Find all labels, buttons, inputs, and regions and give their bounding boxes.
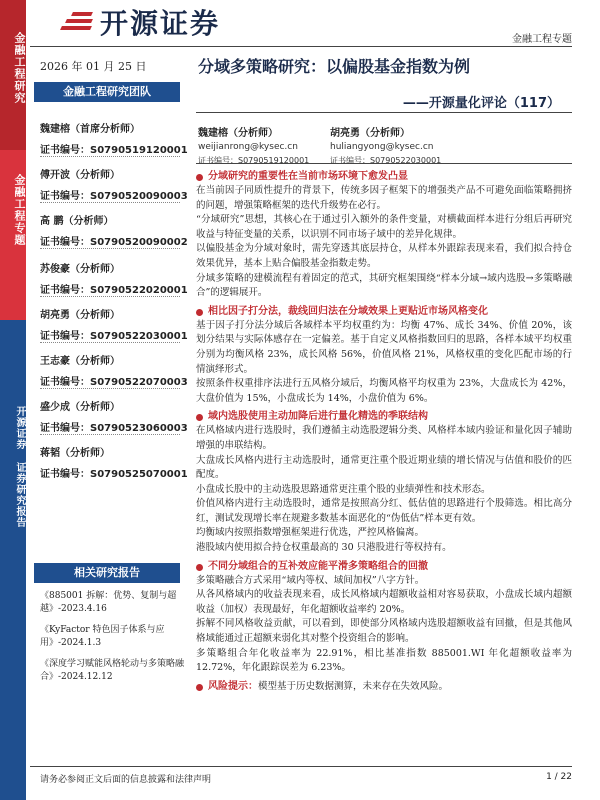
- analyst-license: 证书编号：S0790525070001: [40, 469, 188, 480]
- bullet-icon: [196, 414, 203, 421]
- author-name: 魏建榕（分析师）: [198, 128, 278, 139]
- related-report-link[interactable]: 《885001 拆解：优势、复制与超越》-2023.4.16: [40, 591, 177, 614]
- paragraph: “分域研究”思想，其核心在于通过引入额外的条件变量，对横截面样本进行分组后再研究收益与特征变量的关系，以识别不同市场子域中的差异化规律。: [196, 214, 572, 240]
- paragraph: 多策略组合年化收益率为 22.91%，相比基准指数 885001.WI 年化超额收益率为 12.72%，年化跟踪误差为 6.23%。: [196, 647, 572, 674]
- analyst-name: 魏建榕（首席分析师）: [40, 124, 140, 135]
- analyst-license: 证书编号：S0790522030001: [40, 331, 188, 342]
- footer-disclaimer: 请务必参阅正文后面的信息披露和法律声明: [40, 775, 212, 785]
- section-heading: 风险提示：: [208, 680, 258, 692]
- paragraph: 价值风格内进行主动选股时，通常是按照高分红、低估值的思路进行个股筛选。相比高分红，测试发现增长率在规避多数基本面恶化的“伪低估”样本更有效。: [196, 498, 572, 524]
- paragraph: 拆解不同风格收益贡献，可以看到，即使部分风格域内选股超额收益有回撤，但是其他风格域能通过正超额来弱化其对整个投资组合的影响。: [196, 618, 572, 645]
- bullet-icon: [196, 684, 203, 691]
- bullet-icon: [196, 174, 203, 181]
- paragraph: 大盘成长风格内进行主动选股时，通常更注重个股近期业绩的增长情况与估值和股价的匹配度。: [196, 454, 572, 481]
- paragraph: 从各风格域内的收益表现来看，成长风格域内超额收益相对容易获取，小盘成长域内超额收益（加权）表现最好，年化超额收益率约 20%。: [196, 589, 572, 615]
- analyst-name: 高 鹏（分析师）: [40, 216, 114, 227]
- analyst-name: 王志豪（分析师）: [40, 356, 120, 367]
- risk-text: 模型基于历史数据测算，未来存在失效风险。: [258, 680, 449, 692]
- side-strip-bottom: [0, 320, 26, 800]
- side-label-research: 金融工程研究: [13, 32, 26, 104]
- divider: [40, 156, 180, 157]
- paragraph: 在风格域内进行选股时，我们遵循主动选股逻辑分类、风格样本域内验证和量化因子辅助增强的串联结构。: [196, 425, 572, 451]
- analyst-name: 蒋韬（分析师）: [40, 448, 110, 459]
- section-heading: 域内选股使用主动加降后进行量化精选的季联结构: [208, 411, 428, 423]
- analyst-card: [40, 120, 190, 156]
- team-heading: 金融工程研究团队: [34, 82, 180, 102]
- brand-mark-icon: [58, 9, 94, 35]
- summary-section: [196, 305, 572, 407]
- footer-divider: [30, 766, 572, 767]
- page-title: 分域多策略研究：以偏股基金指数为例: [198, 57, 471, 76]
- summary-section: [196, 560, 572, 676]
- analyst-card: [40, 398, 190, 434]
- header-divider: [30, 46, 572, 47]
- analyst-card: [40, 306, 190, 342]
- analyst-card: [40, 260, 190, 296]
- risk-section: [196, 680, 572, 694]
- brand-name: 开源证券: [100, 7, 221, 40]
- page-number: 1 / 22: [546, 772, 572, 782]
- side-label-report-type: 金融工程专题: [13, 174, 26, 246]
- analyst-card: [40, 352, 190, 388]
- side-strip: [0, 0, 26, 800]
- divider: [40, 248, 180, 249]
- summary-section: [196, 170, 572, 301]
- section-heading: 相比因子打分法，裁线回归法在分域效果上更贴近市场风格变化: [208, 305, 488, 317]
- analyst-license: 证书编号：S0790522070003: [40, 377, 188, 388]
- report-body: [196, 166, 572, 694]
- analyst-license: 证书编号：S0790523060003: [40, 423, 188, 434]
- paragraph: 在当前因子同质性提升的背景下，传统多因子框架下的增强类产品不可避免面临策略拥挤的问题，增强策略框架的迭代升级势在必行。: [196, 185, 572, 211]
- divider: [40, 342, 180, 343]
- author-name: 胡亮勇（分析师）: [330, 128, 410, 139]
- paragraph: 小盘成长股中的主动选股思路通常更注重个股的业绩弹性和技术形态。: [196, 483, 491, 495]
- analyst-name: 傅开波（分析师）: [40, 170, 120, 181]
- paragraph: 以偏股基金为分域对象时，需先穿透其底层持仓，从样本外跟踪表现来看，我们拟合持仓效果优异，基本上贴合偏股基金指数走势。: [196, 243, 572, 269]
- paragraph: 港股域内使用拟合持仓权重最高的 30 只港股进行等权持有。: [196, 542, 452, 554]
- related-reports-heading: 相关研究报告: [34, 563, 180, 583]
- paragraph: 均衡域内按照指数增强框架进行优选，严控风格偏离。: [196, 527, 425, 539]
- analyst-card: [40, 444, 190, 480]
- side-strip-top: [0, 0, 26, 150]
- brand-logo: [58, 2, 220, 42]
- summary-section: [196, 410, 572, 555]
- author-block: [198, 124, 309, 166]
- page-subtitle: ——开源量化评论（117）: [402, 96, 560, 111]
- analyst-license: 证书编号：S0790522020001: [40, 285, 188, 296]
- analyst-name: 盛少成（分析师）: [40, 402, 120, 413]
- analyst-name: 胡亮勇（分析师）: [40, 310, 120, 321]
- analyst-license: 证书编号：S0790519120001: [40, 145, 188, 156]
- divider: [40, 434, 180, 435]
- analyst-license: 证书编号：S0790520090002: [40, 237, 188, 248]
- author-license: 证书编号：S0790519120001: [198, 156, 310, 165]
- related-report-link[interactable]: 《深度学习赋能风格轮动与多策略融合》-2024.12.12: [40, 659, 185, 682]
- side-strip-mid: [0, 150, 26, 320]
- paragraph: 多策略融合方式采用“域内等权、域间加权”八字方针。: [196, 574, 425, 586]
- divider: [40, 388, 180, 389]
- related-report-link[interactable]: 《KyFactor 特色因子体系与应用》-2024.1.3: [40, 625, 165, 648]
- paragraph: 按照条件权重排序法进行五风格分域后，均衡风格平均权重为 23%，大盘成长为 42%，大盘价值为 15%，小盘成长为 14%，小盘价值为 6%。: [196, 378, 572, 404]
- section-heading: 不同分域组合的互补效应能平滑多策略组合的回撤: [208, 560, 428, 572]
- paragraph: 分域多策略的建模流程有着固定的范式，其研究框架围绕“样本分域→域内选股→多策略融合”的逻辑展开。: [196, 272, 572, 299]
- report-date: 2026 年 01 月 25 日: [40, 60, 147, 73]
- analyst-name: 苏俊豪（分析师）: [40, 264, 120, 275]
- report-type: 金融工程专题: [512, 34, 572, 45]
- bullet-icon: [196, 309, 203, 316]
- divider: [40, 296, 180, 297]
- divider: [196, 163, 572, 164]
- divider: [40, 202, 180, 203]
- author-license: 证书编号：S0790522030001: [330, 156, 442, 165]
- author-email[interactable]: weijianrong@kysec.cn: [198, 142, 298, 152]
- author-email[interactable]: huliangyong@kysec.cn: [330, 142, 434, 152]
- author-block: [330, 124, 441, 166]
- analyst-card: [40, 166, 190, 202]
- bullet-icon: [196, 564, 203, 571]
- divider: [196, 112, 572, 113]
- section-heading: 分域研究的重要性在当前市场环境下愈发凸显: [208, 171, 408, 182]
- analyst-card: [40, 212, 190, 248]
- analyst-license: 证书编号：S0790520090003: [40, 191, 188, 202]
- side-label-brand: 开源证券 证券研究报告: [14, 406, 25, 528]
- paragraph: 基于因子打分法分域后各域样本平均权重约为：均衡 47%、成长 34%、价值 20%，该划分结果与实际体感存在一定偏差。基于自定义风格指数回归的思路，各样本域平均权重分别为均衡风格 23%，成长风格 56%，价值风格 21%，风格权重的变化匹配市场的行情演绎形式。: [196, 319, 572, 375]
